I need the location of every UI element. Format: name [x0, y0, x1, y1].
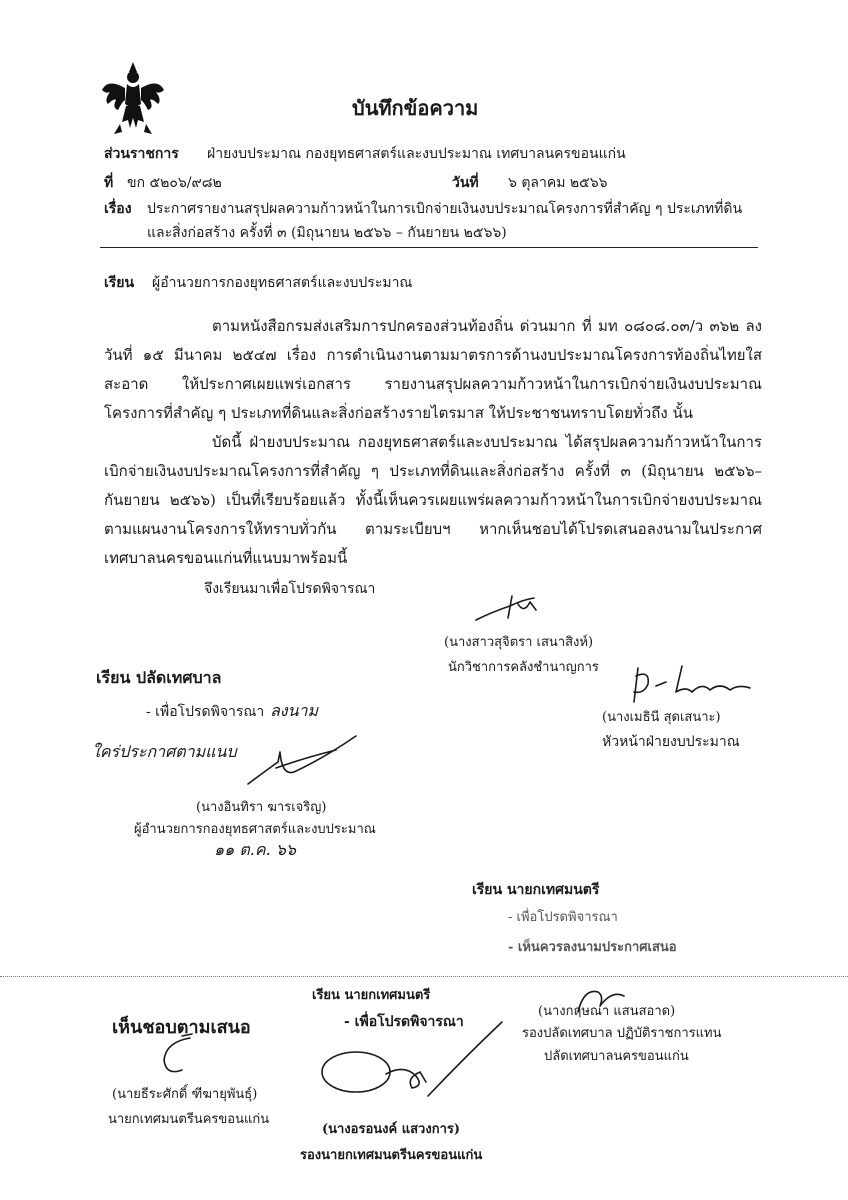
paragraph-2 — [104, 428, 762, 573]
approval-signer-title: นายกเทศมนตรีนครขอนแก่น — [108, 1112, 270, 1127]
subject-label: เรื่อง — [104, 201, 132, 217]
sig2-name: (นางเมธินี สุดเสนาะ) — [602, 710, 721, 725]
endorse3-signer-name: (นางอรอนงค์ แสวงการ) — [322, 1122, 461, 1137]
paragraph-1 — [104, 312, 762, 428]
endorse3-line2: - เพื่อโปรดพิจารณา — [344, 1014, 464, 1030]
approval-signer-name: (นายธีระศักดิ์ ฑีฆายุพันธุ์) — [112, 1087, 258, 1102]
endorse2-signer-role2: ปลัดเทศบาลนครขอนแก่น — [544, 1049, 689, 1064]
endorse1-hand-note: ใคร่ประกาศตามแนบ — [92, 742, 237, 761]
header-divider — [100, 247, 758, 248]
date-label: วันที่ — [452, 175, 479, 191]
closing-line: จึงเรียนมาเพื่อโปรดพิจารณา — [204, 581, 376, 597]
approval-text: เห็นชอบตามเสนอ — [112, 1017, 251, 1038]
endorse2-signer-name: (นางกฤษณา แสนสอาด) — [538, 1004, 676, 1019]
sig1-title: นักวิชาการคลังชำนาญการ — [448, 660, 599, 675]
signature-3 — [244, 728, 364, 788]
paragraph-1-text: ตามหนังสือกรมส่งเสริมการปกครองส่วนท้องถิ่น ด่วนมาก ที่ มท ๐๘๐๘.๐๓/ว ๓๖๒ ลงวันที่ ๑๕ มีนาคม ๒๕๔๗ เรื่อง การดำเนินงานตามมาตรการด้านงบประมาณโครงการท้องถิ่นไทยใสสะอาด ให้ประกาศเผยแพร่เอกสาร รายงานสรุปผลความก้าวหน้าในการเบิกจ่ายเงินงบประมาณโครงการที่สำคัญ ๆ ประเภทที่ดินและสิ่งก่อสร้างรายไตรมาส ให้ประชาชนทราบโดยทั่วถึง นั้น — [104, 317, 762, 422]
dept-value: ฝ่ายงบประมาณ กองยุทธศาสตร์และงบประมาณ เทศบาลนครขอนแก่น — [207, 146, 626, 162]
dept-label: ส่วนราชการ — [104, 146, 179, 162]
garuda-emblem-icon — [98, 58, 168, 138]
to-label: เรียน — [104, 275, 135, 291]
date-value: ๖ ตุลาคม ๒๕๖๖ — [508, 175, 608, 191]
sig3-title: ผู้อำนวยการกองยุทธศาสตร์และงบประมาณ — [134, 822, 376, 837]
endorse3-signer-title: รองนายกเทศมนตรีนครขอนแก่น — [300, 1148, 483, 1163]
ref-label: ที่ — [104, 175, 114, 191]
signature-5 — [316, 1016, 506, 1100]
endorse2-signer-role1: รองปลัดเทศบาล ปฏิบัติราชการแทน — [522, 1026, 722, 1041]
memo-title: บันทึกข้อความ — [352, 96, 479, 120]
endorse2-to: เรียน นายกเทศมนตรี — [472, 882, 600, 898]
to-value: ผู้อำนวยการกองยุทธศาสตร์และงบประมาณ — [152, 275, 413, 291]
endorse1-hand-date: ๑๑ ต.ค. ๖๖ — [214, 840, 297, 859]
signature-2 — [626, 662, 766, 704]
sig2-title: หัวหน้าฝ่ายงบประมาณ — [602, 734, 740, 750]
paragraph-2-text: บัดนี้ ฝ่ายงบประมาณ กองยุทธศาสตร์และงบประมาณ ได้สรุปผลความก้าวหน้าในการเบิกจ่ายเงินงบประมาณโครงการที่สำคัญ ๆ ประเภทที่ดินและสิ่งก่อสร้าง ครั้งที่ ๓ (มิถุนายน ๒๕๖๖–กันยายน ๒๕๖๖) เป็นที่เรียบร้อยแล้ว ทั้งนี้เห็นควรเผยแพร่ผลความก้าวหน้าในการเบิกจ่ายงบประมาณตามแผนงานโครงการให้ทราบทั่วกัน ตามระเบียบฯ หากเห็นชอบได้โปรดเสนอลงนามในประกาศเทศบาลนครขอนแก่นที่แนบมาพร้อมนี้ — [104, 433, 762, 567]
subject-line1: ประกาศรายงานสรุปผลความก้าวหน้าในการเบิกจ่ายเงินงบประมาณโครงการที่สำคัญ ๆ ประเภทที่ดิน — [147, 201, 743, 217]
ref-value: ขก ๕๒๐๖/๙๘๒ — [127, 175, 222, 191]
endorse2-line3: - เห็นควรลงนามประกาศเสนอ — [508, 940, 677, 955]
signature-6 — [152, 1030, 222, 1080]
endorse1-to: เรียน ปลัดเทศบาล — [96, 668, 222, 687]
endorse1-line2: - เพื่อโปรดพิจารณา — [146, 704, 265, 720]
fax-noise-line — [0, 976, 848, 977]
endorse1-hand-suffix: ลงนาม — [270, 701, 319, 720]
endorse2-line2: - เพื่อโปรดพิจารณา — [508, 910, 618, 925]
subject-line2: และสิ่งก่อสร้าง ครั้งที่ ๓ (มิถุนายน ๒๕๖๖ – กันยายน ๒๕๖๖) — [147, 225, 507, 241]
sig1-name: (นางสาวสุจิตรา เสนาสิงห์) — [444, 635, 594, 650]
signature-1 — [472, 592, 552, 626]
sig3-name: (นางอินทิรา ฆารเจริญ) — [196, 800, 327, 815]
endorse3-to: เรียน นายกเทศมนตรี — [312, 988, 431, 1003]
